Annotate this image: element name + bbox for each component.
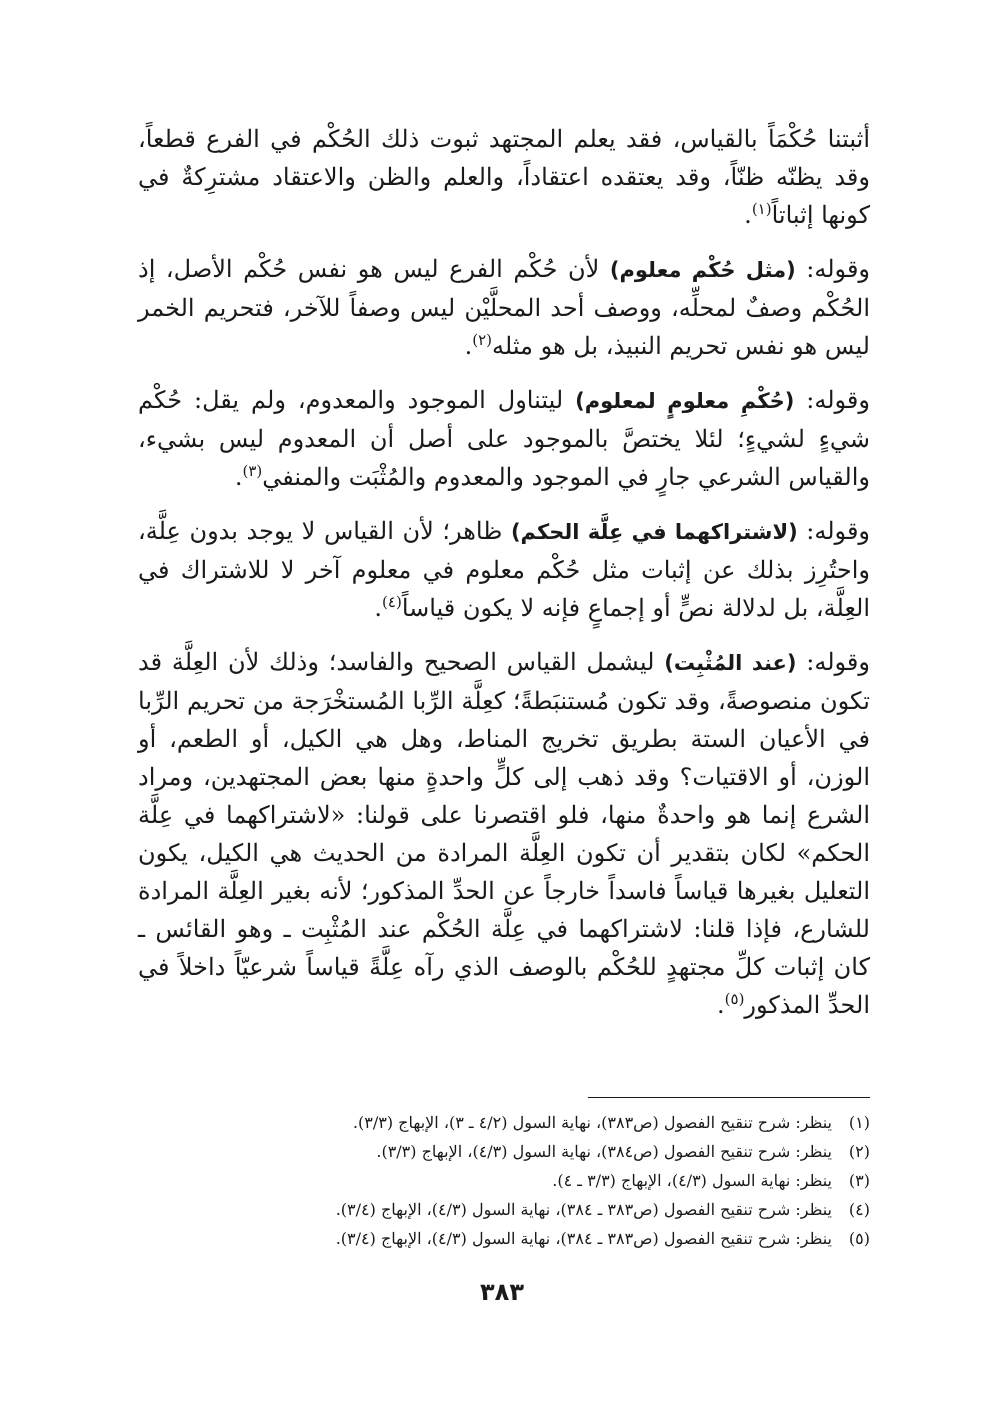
footnote-text: ينظر: نهاية السول (٤/٣)، الإبهاج (٣/٣ ـ ٤). — [552, 1171, 832, 1190]
paragraph-lead: وقوله: — [794, 386, 870, 414]
paragraph-5 — [138, 643, 870, 1024]
paragraph-text: لأن حُكْم الفرع ليس هو نفس حُكْم الأصل، إذ الحُكْم وصفٌ لمحلِّه، ووصف أحد المحلَّيْن ليس وصفاً للآخر، فتحريم الخمر ليس هو نفس تحريم النبيذ، بل هو مثله — [138, 255, 870, 360]
bold-term: (حُكْمِ معلومٍ لمعلوم) — [575, 389, 795, 413]
paragraph-end: . — [717, 991, 725, 1019]
paragraph-end: . — [374, 594, 383, 622]
paragraph-end: . — [464, 332, 473, 360]
footnote-4 — [138, 1195, 870, 1224]
footnote-ref-3[interactable]: (٣) — [242, 462, 263, 480]
footnotes-list — [138, 1108, 870, 1253]
footnote-separator — [588, 1097, 870, 1098]
paragraph-2 — [138, 250, 870, 365]
paragraph-4 — [138, 512, 870, 627]
footnote-text: ينظر: شرح تنقيح الفصول (ص٣٨٣)، نهاية السول (٤/٢ ـ ٣)، الإبهاج (٣/٣). — [352, 1113, 832, 1132]
footnote-text: ينظر: شرح تنقيح الفصول (ص٣٨٣ ـ ٣٨٤)، نهاية السول (٤/٣)، الإبهاج (٣/٤). — [335, 1229, 832, 1248]
main-text — [138, 120, 870, 1024]
paragraph-end: . — [744, 201, 752, 229]
paragraph-lead: وقوله: — [797, 517, 871, 545]
footnote-number: (١) — [848, 1113, 870, 1132]
footnote-5 — [138, 1224, 870, 1253]
bold-term: (مثل حُكْم معلوم) — [609, 258, 796, 282]
paragraph-text: ظاهر؛ لأن القياس لا يوجد بدون عِلَّة، واحتُرِز بذلك عن إثبات مثل حُكْم معلوم في معلوم آخر لا للاشتراك في العِلَّة، بل لدلالة نصٍّ أو إجماعٍ فإنه لا يكون قياساً — [138, 517, 870, 622]
footnote-ref-4[interactable]: (٤) — [382, 593, 402, 611]
paragraph-text: ليتناول الموجود والمعدوم، ولم يقل: حُكْم شيءٍ لشيءٍ؛ لئلا يختصَّ بالموجود على أصل أن المعدوم ليس بشيء، والقياس الشرعي جارٍ في الموجود والمعدوم والمُثْبَت والمنفي — [138, 386, 870, 491]
paragraph-lead: وقوله: — [795, 255, 871, 283]
paragraph-1 — [138, 120, 870, 234]
footnote-ref-2[interactable]: (٢) — [472, 331, 493, 349]
paragraph-3 — [138, 381, 870, 496]
bold-term: (لاشتراكهما في عِلَّة الحكم) — [510, 520, 798, 544]
footnote-number: (٥) — [848, 1229, 870, 1248]
footnote-ref-1[interactable]: (١) — [751, 200, 772, 218]
footnote-3 — [138, 1166, 870, 1195]
footnote-number: (٢) — [848, 1142, 870, 1161]
paragraph-text: أثبتنا حُكْمَاً بالقياس، فقد يعلم المجتهد ثبوت ذلك الحُكْم في الفرع قطعاً، وقد يظنّه ظنّاً، وقد يعتقده اعتقاداً، والعلم والظن والاعتقاد مشترِكةٌ في كونها إثباتاً — [138, 125, 870, 229]
footnote-text: ينظر: شرح تنقيح الفصول (ص٣٨٤)، نهاية السول (٤/٣)، الإبهاج (٣/٣). — [376, 1142, 832, 1161]
paragraph-text: ليشمل القياس الصحيح والفاسد؛ وذلك لأن العِلَّة قد تكون منصوصةً، وقد تكون مُستنبَطةً؛ كعِلَّة الرِّبا المُستخْرَجة من تحريم الرِّبا في الأعيان الستة بطريق تخريج المناط، وهل هي الكيل، أو الطعم، أو الوزن، أو الاقتيات؟ وقد ذهب إلى كلٍّ واحدةٍ منها بعض المجتهدين، ومراد الشرع إنما هو واحدةٌ منها، فلو اقتصرنا على قولنا: «لاشتراكهما في عِلَّة الحكم» لكان بتقدير أن تكون العِلَّة المرادة من الحديث هي الكيل، يكون التعليل بغيرها قياساً فاسداً خارجاً عن الحدِّ المذكور؛ لأنه بغير العِلَّة المرادة للشارع، فإذا قلنا: لاشتراكهما في عِلَّة الحُكْم عند المُثْبِت ـ وهو القائس ـ كان إثبات كلِّ مجتهدٍ للحُكْم بالوصف الذي رآه عِلَّةً قياساً شرعيّاً داخلاً في الحدِّ المذكور — [138, 648, 871, 1019]
footnote-text: ينظر: شرح تنقيح الفصول (ص٣٨٣ ـ ٣٨٤)، نهاية السول (٤/٣)، الإبهاج (٣/٤). — [335, 1200, 832, 1219]
bold-term: (عند المُثْبِت) — [664, 651, 797, 675]
paragraph-lead: وقوله: — [796, 648, 870, 676]
footnote-ref-5[interactable]: (٥) — [724, 990, 745, 1008]
footnote-number: (٤) — [848, 1200, 870, 1219]
paragraph-end: . — [234, 463, 243, 491]
footnote-2 — [138, 1137, 870, 1166]
footnote-1 — [138, 1108, 870, 1137]
footnote-number: (٣) — [848, 1171, 870, 1190]
page-number: ٣٨٣ — [480, 1278, 524, 1306]
